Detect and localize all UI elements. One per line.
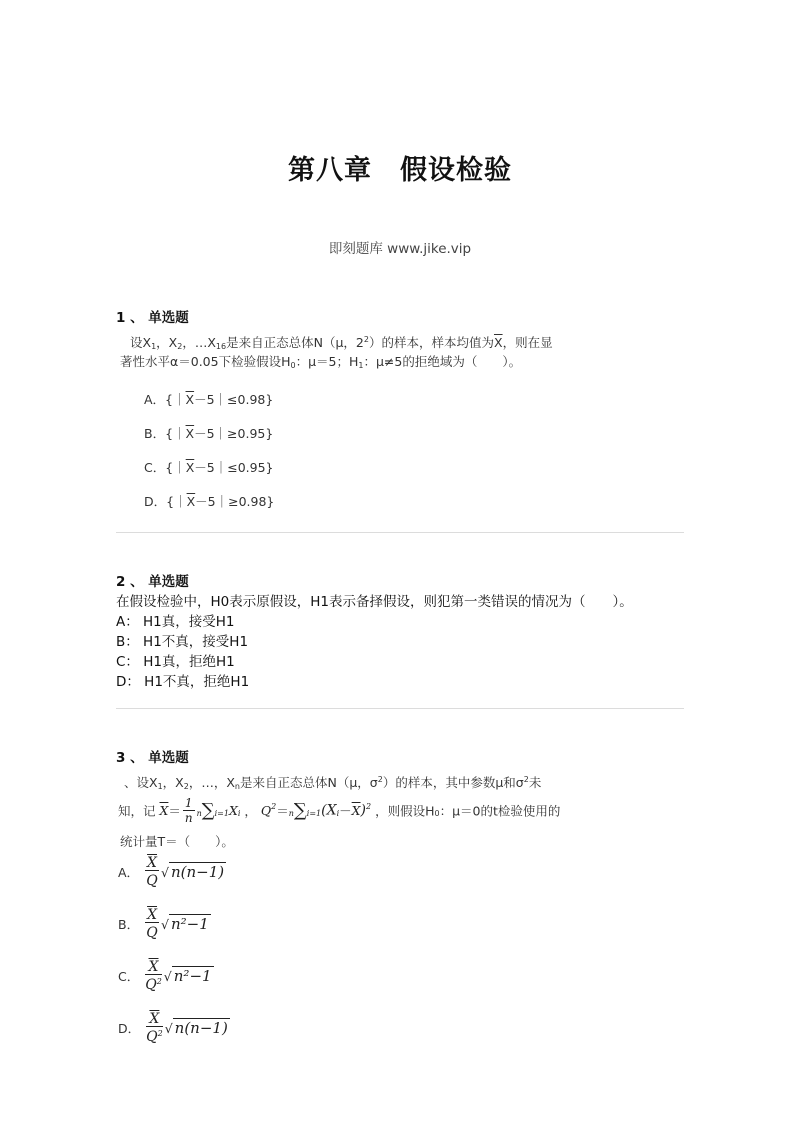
q1-option-a[interactable]: A．$\{|\overline{X}-5|\le 0.98\}$ (144, 392, 274, 407)
q1-option-b[interactable]: B．$\{|\overline{X}-5|\ge 0.95\}$ (144, 426, 274, 441)
q1-option-d[interactable]: D．$\{|\overline{X}-5|\ge 0.98\}$ (144, 494, 275, 509)
page-title: 第八章 假设检验 (288, 155, 512, 186)
q1-option-c[interactable]: C．$\{|\overline{X}-5|\le 0.95\}$ (144, 460, 274, 475)
question-3-text-line1: 、设$X_1$，$X_2$，…，$X_n$是来自正态总体N（μ，$\sigma^2$）的样本，其中参数μ和$\sigma^2$未 (124, 775, 542, 791)
q3-option-b[interactable]: B． $\frac{\overline{X}}{Q}$ √ n²−1 (118, 907, 209, 941)
question-3-text-line3: 统计量T＝（ ）。 (120, 834, 234, 849)
q2-option-d[interactable]: D： H1不真，拒绝H1 (116, 674, 250, 690)
divider (116, 708, 684, 709)
q2-option-c[interactable]: C： H1真，拒绝H1 (116, 654, 235, 670)
divider (116, 532, 684, 533)
question-2-text: 在假设检验中，H0表示原假设，H1表示备择假设，则犯第一类错误的情况为（ ）。 (116, 594, 633, 610)
q3-option-d[interactable]: D． $\frac{\overline{X}}{Q^2}$ √ n(n−1) (118, 1011, 228, 1045)
q3-option-a[interactable]: A． $\frac{\overline{X}}{Q}$ √ n(n−1) (118, 855, 225, 889)
q2-option-a[interactable]: A： H1真，接受H1 (116, 614, 235, 630)
page-subtitle: 即刻题库 www.jike.vip (328, 241, 472, 257)
mean-formula: $\overline{X}=$ $\frac{1}{n}$ $n\sum i=1X_i$ (159, 796, 241, 825)
question-1-text-line2: 著性水平α＝0.05下检验假设$H_0$：μ＝5；$H_1$：μ≠5的拒绝域为（ ）。 (120, 354, 522, 370)
question-3-header: 3 、 单选题 (116, 750, 189, 766)
q2-option-b[interactable]: B： H1不真，接受H1 (116, 634, 249, 650)
question-1-header: 1 、 单选题 (116, 310, 189, 326)
question-1-text-line1: 设$X_1$，$X_2$，$\dots X_{16}$是来自正态总体N（μ，$2^2$）的样本，样本均值为$\overline{X}$，则在显 (130, 335, 553, 351)
question-3-text-line2: 知，记 $\overline{X}=$ $\frac{1}{n}$ $n\sum i=1X_i$ ， $Q^2=n\sum i=1(X_i-\overline{X})^2$ ，则假设$H_0$：μ＝0的t检验使用的 (118, 796, 561, 825)
q3-option-c[interactable]: C． $\frac{\overline{X}}{Q^2}$ √ n²−1 (118, 959, 212, 993)
question-2-header: 2 、 单选题 (116, 574, 189, 590)
q-squared-formula: $Q^2=n\sum i=1(X_i-\overline{X})^2$ (260, 799, 372, 821)
